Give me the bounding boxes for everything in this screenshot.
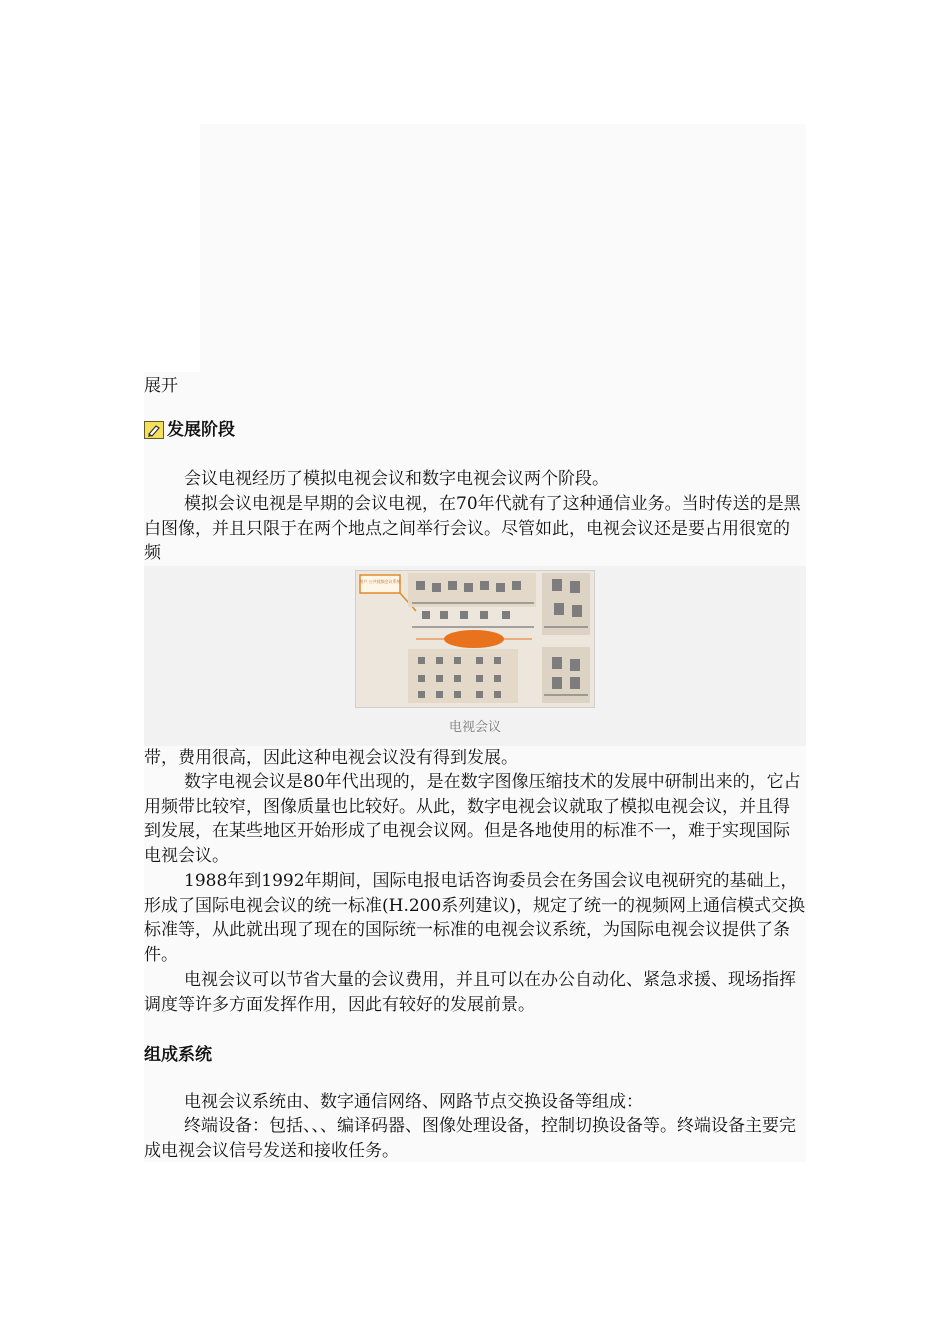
edit-icon[interactable] [144,421,164,439]
paragraph: 1988年到1992年期间，国际电报电话咨询委员会在务国会议电视研究的基础上，形成了国际电视会议的统一标准(H.200系列建议)，规定了统一的视频网上通信模式交换标准等，从此就出现了现在的国际统一标准的电视会议系统，为国际电视会议提供了条件。 [144,871,805,965]
section-heading-components [144,1044,212,1066]
paragraph: 终端设备：包括、、、编译码器、图像处理设备，控制切换设备等。终端设备主要完成电视会议信号发送和接收任务。 [144,1116,796,1161]
article-body [144,372,806,1162]
image-placeholder [200,124,806,372]
paragraph: 会议电视经历了模拟电视会议和数字电视会议两个阶段。 [184,469,609,489]
figure-label: 用户 公共视频会议系统 [359,579,401,584]
paragraph: 电视会议可以节省大量的会议费用，并且可以在办公自动化、紧急求援、现场指挥调度等许多方面发挥作用，因此有较好的发展前景。 [144,970,796,1015]
network-diagram-image [355,570,595,708]
section-title: 发展阶段 [167,420,235,440]
figure [144,566,806,746]
section-title: 组成系统 [144,1045,212,1065]
paragraph: 带，费用很高，因此这种电视会议没有得到发展。 [144,748,518,768]
paragraph: 模拟会议电视是早期的会议电视，在70年代就有了这种通信业务。当时传送的是黑白图像，并且只限于在两个地点之间举行会议。尽管如此，电视会议还是要占用很宽的频 [144,494,801,564]
figure-caption: 电视会议 [448,720,501,735]
section-heading-development [144,419,235,441]
expand-link[interactable]: 展开 [144,376,178,396]
paragraph: 电视会议系统由、数字通信网络、网路节点交换设备等组成： [184,1092,643,1112]
paragraph: 数字电视会议是80年代出现的，是在数字图像压缩技术的发展中研制出来的，它占用频带比较窄，图像质量也比较好。从此，数字电视会议就取了模拟电视会议，并且得到发展，在某些地区开始形成了电视会议网。但是各地使用的标准不一，难于实现国际电视会议。 [144,772,801,866]
